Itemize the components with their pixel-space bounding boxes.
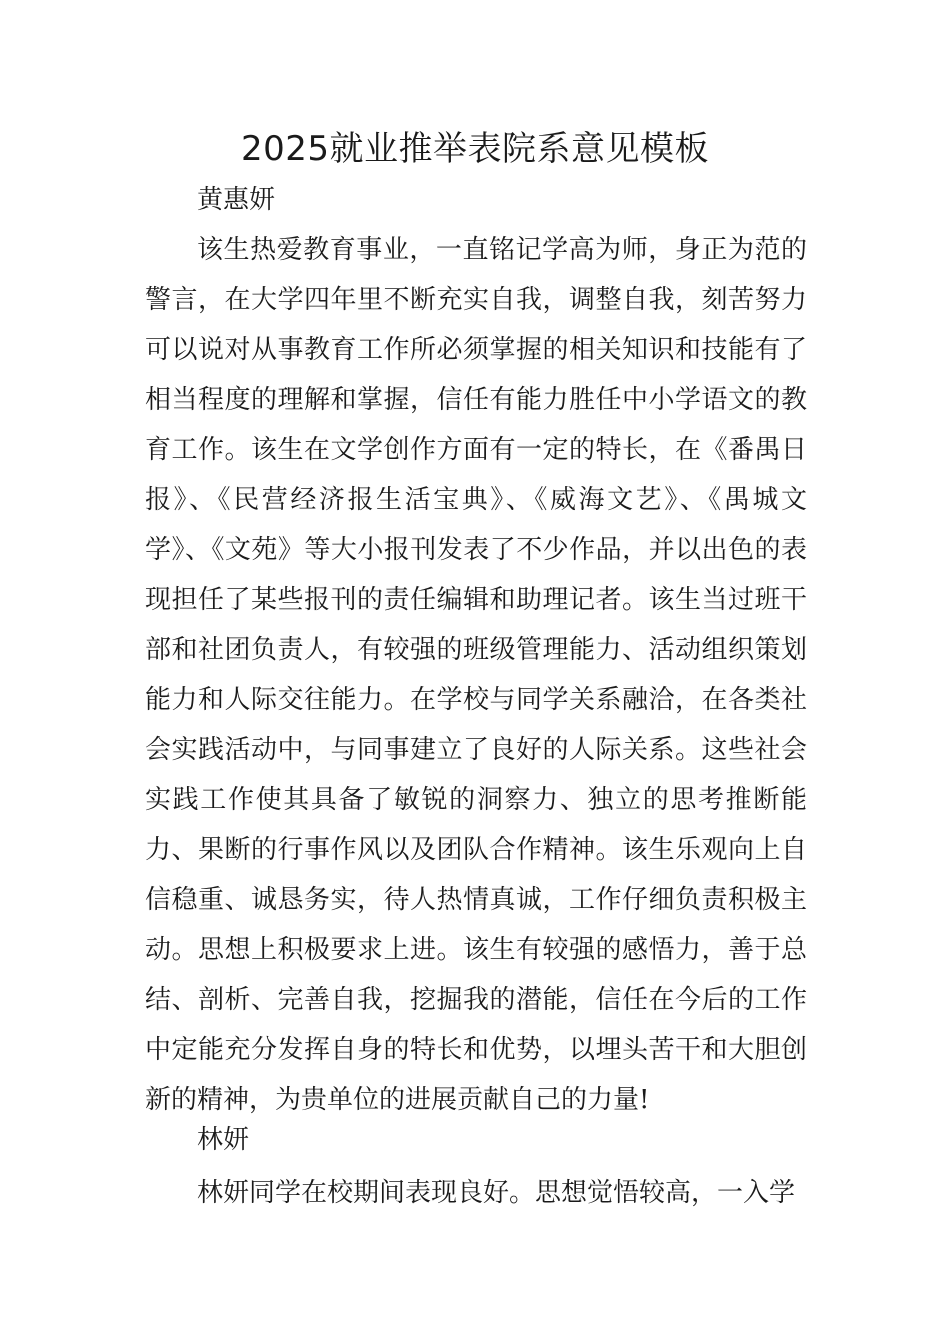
recommendation-paragraph-1: 该生热爱教育事业，一直铭记学高为师，身正为范的警言，在大学四年里不断充实自我，调整自我，刻苦努力可以说对从事教育工作所必须掌握的相关知识和技能有了相当程度的理解和掌握，信任有能力胜任中小学语文的教育工作。该生在文学创作方面有一定的特长，在《番禺日报》、《民营经济报生活宝典》、《威海文艺》、《禺城文学》、《文苑》等大小报刊发表了不少作品，并以出色的表现担任了某些报刊的责任编辑和助理记者。该生当过班干部和社团负责人，有较强的班级管理能力、活动组织策划能力和人际交往能力。在学校与同学关系融洽，在各类社会实践活动中，与同事建立了良好的人际关系。这些社会实践工作使其具备了敏锐的洞察力、独立的思考推断能力、果断的行事作风以及团队合作精神。该生乐观向上自信稳重、诚恳务实，待人热情真诚，工作仔细负责积极主动。思想上积极要求上进。该生有较强的感悟力，善于总结、剖析、完善自我，挖掘我的潜能，信任在今后的工作中定能充分发挥自身的特长和优势，以埋头苦干和大胆创新的精神，为贵单位的进展贡献自己的力量! bbox=[145, 235, 807, 1115]
recommendation-paragraph-2: 林妍同学在校期间表现良好。思想觉悟较高，一入学 bbox=[197, 1178, 796, 1208]
document-title: 2025就业推举表院系意见模板 bbox=[240, 129, 710, 169]
student-name-2: 林妍 bbox=[197, 1125, 250, 1155]
student-name-1: 黄惠妍 bbox=[197, 185, 276, 215]
